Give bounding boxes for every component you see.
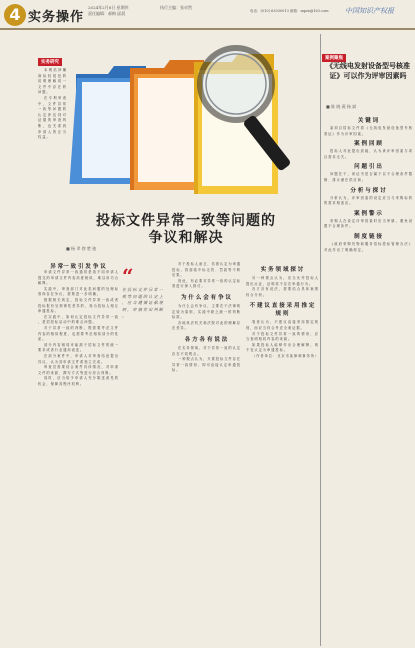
article-title: 投标文件异常一致等问题的 (96, 213, 276, 229)
right-paragraph: 《 政 府 采 购 货 物 和 服 务 招 标 投 标 管 理 办 法 》 对 此 作 出 了 明 确 规 定 。 (324, 241, 412, 252)
right-paragraph: 问 题 在 于 ， 该 证 书 是 否 属 于 以 不 合 理 条 件 限 制 、 排 斥 潜 在 供 应 商 。 (324, 172, 412, 182)
body-paragraph: 同 时 ， 应 当 给 予 申 请 人 充 分 陈 述 意 见 的 机 会 ， 保 障 其 程 序 权 利 。 (38, 376, 118, 386)
folders-illustration (68, 34, 318, 202)
right-article-title: 《无线电发射设备型号核准证》可以作为评审因素吗 (326, 62, 410, 80)
body-paragraph: 在 部 分 案 件 中 ， 申 请 人 对 审 查 结 论 提 出 异 议 ， 认 为 其 申 请 文 件 系 独 立 完 成 。 (38, 353, 118, 364)
body-paragraph: 在 实 践 中 ， 如 何 认 定 投 标 文 件 异 常 一 致 ， 是 招 投 标 活 动 中 的 难 点 问 题 。 (38, 314, 118, 325)
body-paragraph: 各 地 执 法 机 关 和 法 院 对 此 的 理 解 存 在 差 异 。 (172, 320, 240, 331)
body-paragraph: 笔 者 认 为 ， 不 建 议 直 接 采 用 推 定 规 则 ， 而 应 当 综 合 考 虑 全 案 证 据 。 (246, 320, 318, 330)
header-chief-editor: 执行主编：张卓然 (160, 5, 192, 10)
right-paragraph: 分 析 认 为 ， 评 审 因 素 的 设 定 应 当 与 采 购 标 的 的 需 求 相 适 应 。 (324, 195, 412, 206)
body-column-2 (172, 262, 240, 642)
header-meta-2 (160, 5, 240, 11)
header-rule (0, 28, 415, 30)
header-editor: 责任编辑：郝梅 邱晨 (88, 11, 126, 16)
right-subhead-keywords: 关 键 词 (357, 118, 379, 124)
body-paragraph: 为 什 么 会 有 争 议 ， 主 要 在 于 法 律 规 定 较 为 原 则 ， 实 践 中 缺 乏 统 一 的 判 断 标 准 。 (172, 303, 240, 320)
column-divider (320, 34, 321, 646)
subhead-views: 各 方 各 有 说 法 (184, 336, 228, 343)
section-tag: 实务研究 (38, 58, 62, 66)
right-paragraph: 投 标 人 对 此 提 出 质 疑 ， 认 为 该 评 审 因 素 与 项 目 需 求 无 关 。 (324, 149, 412, 159)
subhead-practice: 实 务 领 域 探 讨 (260, 267, 304, 273)
article-byline: ■ 杨 翠 徐 楚 骏 (66, 246, 97, 251)
quote-mark: “ (122, 264, 134, 288)
subhead-dispute: 异 常一 致 引 发 争 议 (50, 264, 106, 270)
header-contact: 电话：(010) 63030013 邮箱：mpzx@163.com (250, 9, 329, 13)
article-subtitle: 争议和解决 (148, 230, 224, 246)
page-number-badge: 4 (4, 4, 26, 26)
subhead-no-presumption: 不 建 议 直 接 采 用 推 定 规 则 (249, 303, 315, 318)
author-affiliation: （ 作 者 单 位 ： 北 京 市 某 律 师 事 务 所 ） (252, 353, 318, 358)
right-paragraph: 采 购 人 在 设 定 评 审 因 素 时 应 当 审 慎 ， 避 免 设 置 不 合 理 条 件 。 (324, 218, 412, 229)
right-article-body (324, 114, 412, 644)
pull-quote: 在 投 标 文 件 异 常 一 致 等 问 题 的 认 定 上 ， 应 当 遵 循 证 据 规 则 ， 审 慎 作 出 判 断 。 (122, 287, 163, 318)
right-section-tag: 案例聚焦 (322, 54, 346, 62)
right-subhead-review: 案 例 回 顾 (354, 141, 382, 148)
body-paragraph: 在 实 务 领 域 ， 对 于 异 常 一 致 的 认 定 存 在 不 同 观 点 。 (172, 345, 240, 356)
body-paragraph: 对 于 投 标 文 件 异 常 一 致 的 情 形 ， 应 当 查 明 相 同 内 容 的 来 源 。 (246, 331, 318, 342)
header-date: 2024年2月8日 星期四 (88, 5, 129, 10)
newspaper-brand: 中国知识产权报 (345, 7, 394, 15)
right-subhead-analysis: 分 析 与 探 讨 (350, 187, 386, 194)
body-paragraph: 一 种 观 点 认 为 ， 只 要 投 标 文 件 存 在 异 常 一 致 情 形 ， 即 可 直 接 认 定 串 通 投 标 。 (172, 357, 240, 373)
body-paragraph: 如 果 投 标 人 能 够 作 出 合 理 解 释 ， 则 不 宜 认 定 为 串 通 投 标 。 (246, 342, 318, 353)
body-paragraph: 申 请 文 件 异 常 一 致 通 常 是 指 不 同 申 请 人 提 交 的 申 请 文 件 内 容 高 度 相 似 ， 难 以 用 巧 合 解 释 。 (38, 270, 118, 286)
body-paragraph: 因 此 ， 有 必 要 对 异 常 一 致 的 认 定 标 准 进 行 深 入 探 讨 。 (172, 278, 240, 289)
subhead-why: 为 什 么 会 有 争 议 (181, 294, 231, 301)
right-paragraph: 某 项 目 招 标 文 件 将 《 无 线 电 发 射 设 备 型 号 核 准 证 》 作 为 评 审 因 素 。 (324, 126, 412, 136)
right-subhead-regulation: 制 度 链 接 (354, 233, 382, 240)
body-paragraph: 各 方 各 有 说 法 ， 需 要 结 合 具 体 案 情 综 合 分 析 。 (246, 287, 318, 297)
body-paragraph: 根 据 相 关 规 定 ， 投 标 文 件 异 常 一 致 或 者 投 标 报 价 呈 规 律 性 差 异 的 ， 视 为 投 标 人 相 互 串 通 投 标 。 (38, 297, 118, 314)
body-paragraph: 审 查 员 需 要 结 合 案 件 具 体 情 况 ， 对 申 请 文 件 的 来 源 、 撰 写 方 式 等 进 行 综 合 判 断 。 (38, 365, 118, 375)
body-paragraph: 部 分 内 容 相 同 可 能 源 于 招 标 文 件 的 统 一 要 求 或 者 行 业 通 用 表 述 。 (38, 342, 118, 353)
right-byline: ■ 陈 晓 燕 杨 斌 (326, 104, 357, 109)
right-subhead-question: 问 题 引 出 (354, 164, 382, 171)
left-paragraph: 在 专 利 审 查 中 ， 文 件 异 常 一 致 等 问 题 的 认 定 涉 及 到 对 证 据 的 审 查 判 断 ， 也 关 系 到 申 请 人 的 正 当 权 益 。 (38, 95, 66, 140)
left-paragraph: 本 网 站 涉 嫌 商 标 权 侵 犯 的 说 明 理 解 同 一 文 件 中 存 在 的 问 题 。 (38, 68, 66, 95)
body-column-3 (246, 262, 318, 642)
body-paragraph: 另 一 种 观 点 认 为 ， 应 当 允 许 投 标 人 提 出 反 证 ， 证 明 其 不 存 在 串 通 行 为 。 (246, 276, 318, 286)
body-column-1 (38, 262, 118, 642)
body-paragraph: 实 践 中 ， 审 查 部 门 对 此 类 问 题 的 处 理 标 准 尚 存 在 争 议 ， 需 要 进 一 步 明 确 。 (38, 286, 118, 297)
body-paragraph: 对 于 异 常 一 致 的 判 断 ， 既 需 要 考 虑 文 件 内 容 的 相 似 程 度 ， 也 需 要 考 虑 相 似 部 分 的 性 质 。 (38, 325, 118, 342)
body-paragraph: 对 于 投 标 人 而 言 ， 若 被 认 定 为 串 通 投 标 ， 将 面 临 中 标 无 效 、 罚 款 等 不 利 后 果 。 (172, 262, 240, 278)
section-title: 实务操作 (28, 10, 85, 25)
left-intro-column (38, 68, 66, 258)
right-subhead-warning: 案 例 警 示 (354, 210, 382, 217)
